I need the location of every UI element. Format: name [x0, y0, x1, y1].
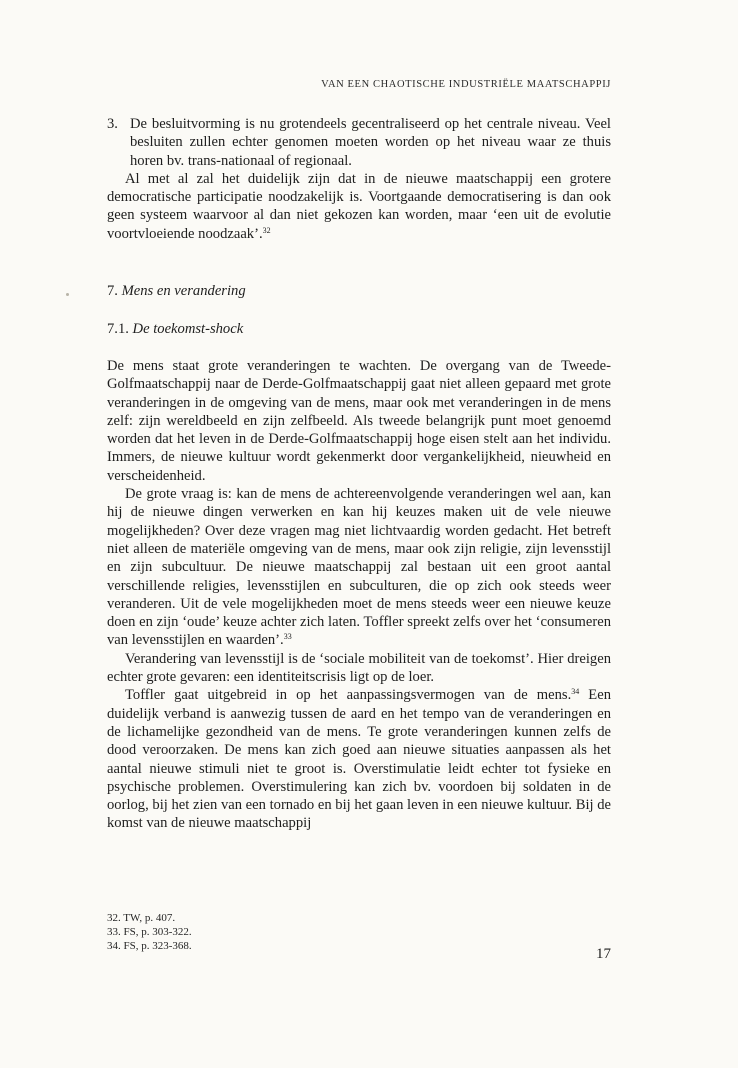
- item-text: De besluitvorming is nu grotendeels gecentraliseerd op het centrale niveau. Veel besluiten zullen echter genomen moeten worden op het niveau waar ze thuis horen bv. trans-nationaal of regionaal.: [130, 116, 611, 169]
- item-number: 3.: [107, 116, 118, 132]
- footnote: 34. FS, p. 323-368.: [107, 940, 192, 953]
- paragraph: [107, 170, 611, 243]
- footnote-ref: 32: [262, 225, 271, 235]
- paragraph: [107, 686, 611, 832]
- section-number: 7.: [107, 283, 118, 299]
- intro-block: [107, 115, 611, 243]
- section-title: Mens en verandering: [121, 283, 246, 299]
- paragraph: Verandering van levensstijl is de ‘sociale mobiliteit van de toekomst’. Hier dreigen echter grote gevaren: een identiteitscrisis ligt op de loer.: [107, 650, 611, 686]
- subsection-heading: [107, 320, 243, 338]
- paragraph-text: De grote vraag is: kan de mens de achtereenvolgende veranderingen wel aan, kan hij de nieuwe dingen verwerken en kan hij keuzes maken uit de vele nieuwe mogelijkheden? Over deze vragen mag niet lichtvaardig worden gedacht. Het betreft niet alleen de materiële omgeving van de mens, maar ook zijn religie, zijn levensstijl en zijn subcultuur. De nieuwe maatschappij zal bestaan uit een groot aantal verschillende religies, levensstijlen en subculturen, die op zich ook steeds weer veranderen. Uit de vele mogelijkheden moet de mens steeds weer een nieuwe keuze doen en zijn ‘oude’ keuze achter zich laten. Toffler spreekt zelfs over het ‘consumeren van levensstijlen en waarden’.: [107, 486, 611, 649]
- paragraph-text: Een duidelijk verband is aanwezig tussen de aard en het tempo van de veranderingen en de lichamelijke gezondheid van de mens. Te grote veranderingen kunnen zelfs de dood veroorzaken. De mens kan zich goed aan nieuwe situaties aanpassen als het aantal nieuwe stimuli niet te groot is. Overstimulatie leidt echter tot fysieke en psychische problemen. Overstimulering kan zich bv. voordoen bij soldaten in de oorlog, bij het zien van een tornado en bij het gaan leven in een nieuwe kultuur. Bij de komst van de nieuwe maatschappij: [107, 687, 611, 832]
- paragraph: [107, 485, 611, 650]
- section-heading: [107, 282, 246, 300]
- footnotes: [107, 911, 407, 954]
- main-text: [107, 357, 611, 833]
- page-number: 17: [596, 946, 611, 962]
- numbered-item: [107, 115, 611, 170]
- paragraph-text: Toffler gaat uitgebreid in op het aanpassingsvermogen van de mens.: [125, 687, 572, 704]
- footnote-ref: 33: [283, 632, 292, 642]
- subsection-number: 7.1.: [107, 321, 129, 337]
- paragraph: De mens staat grote veranderingen te wachten. De overgang van de Tweede-Golfmaatschappij naar de Derde-Golfmaatschappij gaat niet alleen gepaard met grote veranderingen in de omgeving van de mens, maar ook met veranderingen in de mens zelf: zijn wereldbeeld en zijn zelfbeeld. Als tweede belangrijk punt moet genoemd worden dat het leven in de Derde-Golfmaatschappij hoge eisen stelt aan het individu. Immers, de nieuwe kultuur wordt gekenmerkt door vergankelijkheid, nieuwheid en verscheidenheid.: [107, 358, 611, 484]
- footnote: 33. FS, p. 303-322.: [107, 926, 192, 939]
- paper-speck: [66, 293, 69, 296]
- running-head: VAN EEN CHAOTISCHE INDUSTRIËLE MAATSCHAPPIJ: [321, 79, 611, 90]
- footnote: 32. TW, p. 407.: [107, 912, 176, 924]
- footnote-ref: 34: [571, 687, 580, 697]
- paragraph-text: Al met al zal het duidelijk zijn dat in de nieuwe maatschappij een grotere democratische participatie noodzakelijk is. Voortgaande democratisering is dan ook geen systeem waarvoor al dan niet gekozen kan worden, maar ‘een uit de evolutie voortvloeiende noodzaak’.: [107, 170, 611, 242]
- subsection-title: De toekomst-shock: [132, 321, 244, 337]
